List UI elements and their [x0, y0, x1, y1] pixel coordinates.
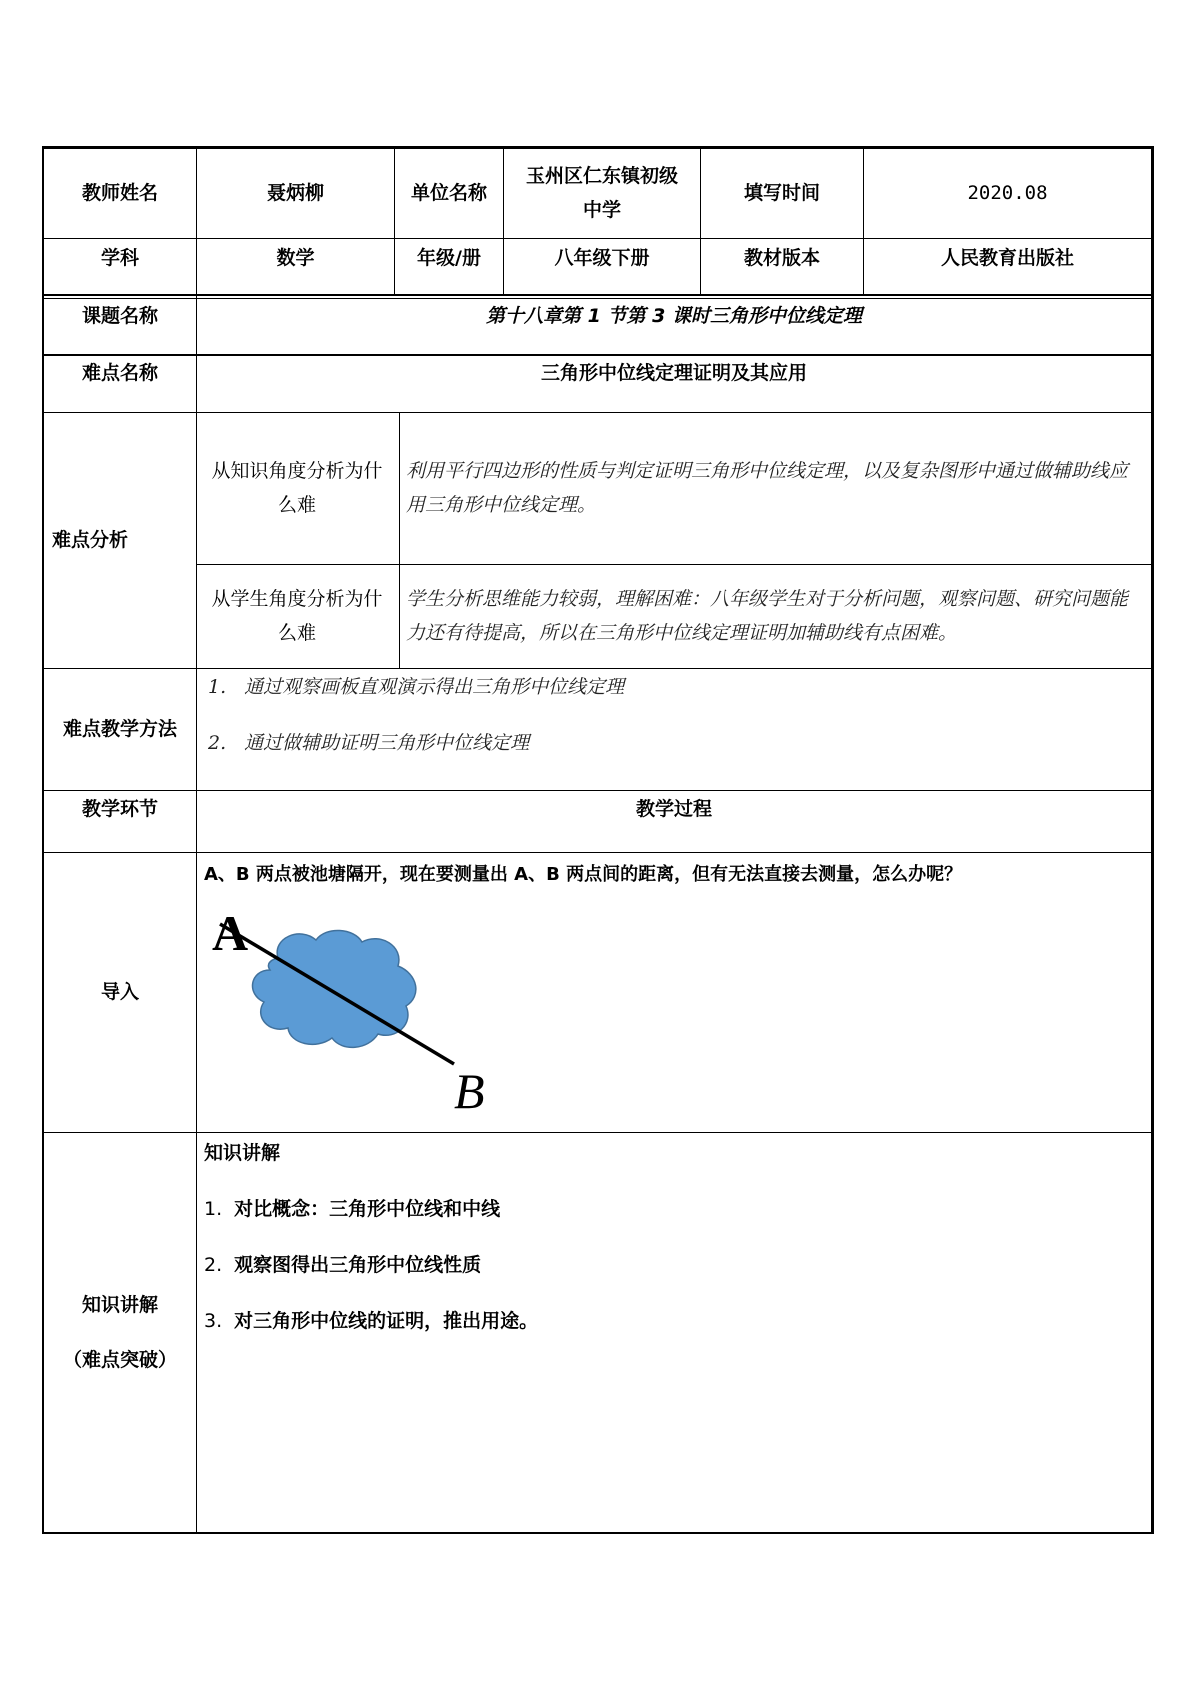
point-a-label: A — [212, 905, 249, 961]
knowledge-item — [204, 1196, 500, 1223]
difficulty-value: 三角形中位线定理证明及其应用 — [540, 362, 807, 385]
process-header: 教学过程 — [635, 798, 712, 821]
col-divider — [196, 146, 197, 1534]
knowledge-label-line2: （难点突破） — [62, 1348, 177, 1371]
subject-label: 学科 — [100, 247, 139, 270]
knowledge-label — [44, 1133, 196, 1532]
col-divider — [399, 412, 400, 668]
analysis-label: 难点分析 — [52, 528, 129, 551]
intro-label: 导入 — [100, 980, 139, 1003]
knowledge-item-number: 2. — [204, 1254, 223, 1276]
knowledge-angle-text: 利用平行四边形的性质与判定证明三角形中位线定理，以及复杂图形中通过做辅助线应用三角形中位线定理。 — [406, 460, 1129, 516]
method-number: 2. — [208, 732, 227, 754]
methods-label: 难点教学方法 — [62, 717, 177, 740]
point-b-label: B — [454, 1063, 485, 1119]
date-value: 2020.08 — [967, 181, 1048, 204]
grade-value: 八年级下册 — [554, 247, 650, 270]
method-item — [208, 730, 529, 757]
knowledge-item-text: 观察图得出三角形中位线性质 — [234, 1254, 482, 1276]
knowledge-item-text: 对比概念：三角形中位线和中线 — [234, 1198, 501, 1220]
pond-shape — [253, 930, 416, 1047]
teacher-name-label: 教师姓名 — [81, 181, 158, 204]
intro-question: A、B 两点被池塘隔开，现在要测量出 A、B 两点间的距离，但有无法直接去测量，怎么办呢？ — [204, 864, 963, 885]
table-border-bottom — [42, 1532, 1154, 1534]
stage-header: 教学环节 — [81, 798, 158, 821]
difficulty-label: 难点名称 — [81, 362, 158, 385]
table-border-right — [1151, 146, 1154, 1534]
unit-name-label: 单位名称 — [410, 181, 487, 204]
edition-value: 人民教育出版社 — [940, 247, 1074, 270]
knowledge-item — [204, 1252, 481, 1279]
student-angle-text: 学生分析思维能力较弱，理解困难：八年级学生对于分析问题，观察问题、研究问题能力还有待提高，所以在三角形中位线定理证明加辅助线有点困难。 — [406, 588, 1129, 644]
method-number: 1. — [208, 676, 227, 698]
lesson-title-label: 课题名称 — [81, 305, 158, 328]
method-text: 通过观察画板直观演示得出三角形中位线定理 — [244, 676, 625, 698]
teacher-name-value: 聂炳柳 — [266, 181, 324, 204]
row-divider — [42, 852, 1154, 853]
knowledge-angle-label: 从知识角度分析为什么难 — [211, 460, 383, 516]
method-text: 通过做辅助证明三角形中位线定理 — [244, 732, 530, 754]
knowledge-item — [204, 1308, 538, 1335]
student-angle-label: 从学生角度分析为什么难 — [211, 588, 383, 644]
knowledge-label-line1: 知识讲解 — [81, 1293, 158, 1316]
method-item — [208, 674, 624, 701]
knowledge-heading: 知识讲解 — [204, 1142, 281, 1164]
date-label: 填写时间 — [743, 181, 820, 204]
subject-value: 数学 — [276, 247, 315, 270]
row-divider — [42, 294, 1154, 296]
row-divider — [42, 668, 1154, 669]
lesson-plan-table — [42, 146, 1154, 1534]
grade-label: 年级/册 — [417, 247, 481, 270]
knowledge-item-text: 对三角形中位线的证明，推出用途。 — [234, 1310, 539, 1332]
knowledge-item-number: 3. — [204, 1310, 223, 1332]
unit-name-value: 玉州区仁东镇初级中学 — [525, 165, 678, 221]
lesson-title-value: 第十八章第 1 节第 3 课时三角形中位线定理 — [486, 305, 862, 328]
edition-label: 教材版本 — [743, 247, 820, 270]
knowledge-item-number: 1. — [204, 1198, 223, 1220]
